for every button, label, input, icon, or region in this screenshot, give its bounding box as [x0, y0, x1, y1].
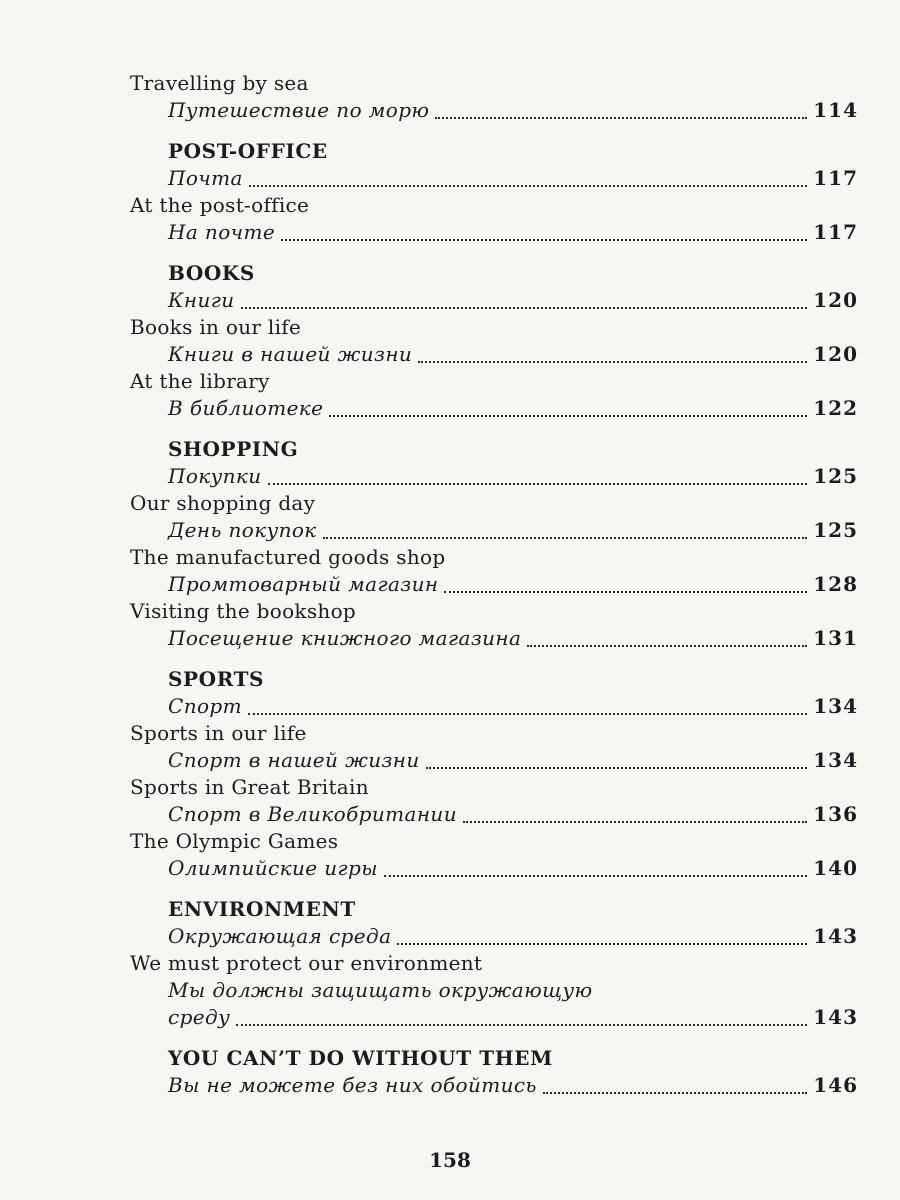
toc-entry-russian-title: Спорт в нашей жизни: [168, 748, 420, 772]
section-heading-russian: [0, 165, 858, 192]
section-russian-title: Окружающая среда: [168, 924, 392, 948]
toc-page-number: 125: [813, 464, 858, 488]
toc-entry-russian: [0, 571, 858, 598]
table-of-contents: [0, 70, 900, 1099]
dot-leader: [397, 943, 807, 945]
dot-leader: [241, 307, 808, 309]
section-heading: POST-OFFICE: [168, 139, 328, 163]
dot-leader: [329, 415, 807, 417]
toc-page-number: 125: [813, 518, 858, 542]
toc-entry-russian: [0, 801, 858, 828]
toc-page-number: 136: [813, 802, 858, 826]
toc-entry-russian-first-line: Мы должны защищать окружающую: [168, 978, 593, 1002]
toc-entry-english: At the post-office: [130, 193, 310, 217]
toc-entry-russian: [0, 747, 858, 774]
toc-entry-russian: [0, 219, 858, 246]
toc-page-number: 120: [813, 342, 858, 366]
section-heading: BOOKS: [168, 261, 255, 285]
dot-leader: [281, 239, 807, 241]
toc-entry-english: At the library: [130, 369, 270, 393]
section-heading: YOU CAN’T DO WITHOUT THEM: [168, 1046, 553, 1070]
toc-entry-english: Books in our life: [130, 315, 302, 339]
section-russian-title: Почта: [168, 166, 243, 190]
toc-entry-russian-title: среду: [168, 1005, 231, 1029]
toc-entry-russian: [0, 855, 858, 882]
dot-leader: [418, 361, 807, 363]
toc-entry-english: The Olympic Games: [130, 829, 339, 853]
section-russian-title: Вы не можете без них обойтись: [168, 1073, 537, 1097]
section-heading-russian: [0, 693, 858, 720]
section-russian-title: Спорт: [168, 694, 242, 718]
section-heading-russian: [0, 1072, 858, 1099]
toc-page-number: 117: [813, 220, 858, 244]
toc-entry-english: Our shopping day: [130, 491, 316, 515]
toc-entry-russian-title: Олимпийские игры: [168, 856, 378, 880]
toc-entry-russian-title: Посещение книжного магазина: [168, 626, 522, 650]
dot-leader: [268, 483, 808, 485]
toc-entry-russian: [0, 517, 858, 544]
toc-page-number: 143: [813, 924, 858, 948]
dot-leader: [249, 185, 807, 187]
toc-page-number: 122: [813, 396, 858, 420]
section-russian-title: Книги: [168, 288, 235, 312]
toc-entry-english: Sports in our life: [130, 721, 307, 745]
toc-entry-russian-title: Книги в нашей жизни: [168, 342, 413, 366]
section-heading-russian: [0, 287, 858, 314]
toc-entry-russian: [0, 97, 858, 124]
dot-leader: [527, 645, 807, 647]
toc-page-number: 143: [813, 1005, 858, 1029]
toc-page-number: 128: [813, 572, 858, 596]
toc-page-number: 134: [813, 748, 858, 772]
toc-entry-russian: [0, 341, 858, 368]
toc-page-number: 146: [813, 1073, 858, 1097]
section-heading: SHOPPING: [168, 437, 299, 461]
page-number: 158: [429, 1148, 471, 1172]
dot-leader: [426, 767, 808, 769]
toc-entry-russian-title: На почте: [168, 220, 276, 244]
toc-page-number: 114: [813, 98, 858, 122]
section-heading-russian: [0, 463, 858, 490]
section-heading: SPORTS: [168, 667, 265, 691]
toc-page-number: 117: [813, 166, 858, 190]
dot-leader: [323, 537, 808, 539]
toc-entry-english: Sports in Great Britain: [130, 775, 369, 799]
toc-entry-english: Travelling by sea: [130, 71, 309, 95]
dot-leader: [463, 821, 807, 823]
section-heading: ENVIRONMENT: [168, 897, 356, 921]
toc-page-number: 134: [813, 694, 858, 718]
toc-entry-russian-title: Путешествие по морю: [168, 98, 430, 122]
toc-entry-russian-title: День покупок: [168, 518, 317, 542]
toc-entry-english: Visiting the bookshop: [130, 599, 357, 623]
dot-leader: [248, 713, 807, 715]
toc-entry-russian: [0, 1004, 858, 1031]
dot-leader: [384, 875, 807, 877]
toc-entry-russian-title: В библиотеке: [168, 396, 324, 420]
section-heading-russian: [0, 923, 858, 950]
toc-page-number: 131: [813, 626, 858, 650]
toc-entry-russian: [0, 395, 858, 422]
dot-leader: [543, 1092, 807, 1094]
section-russian-title: Покупки: [168, 464, 262, 488]
toc-entry-russian-title: Спорт в Великобритании: [168, 802, 457, 826]
toc-page-number: 120: [813, 288, 858, 312]
dot-leader: [435, 117, 807, 119]
toc-entry-russian-title: Промтоварный магазин: [168, 572, 439, 596]
toc-entry-english: The manufactured goods shop: [130, 545, 446, 569]
toc-entry-russian: [0, 625, 858, 652]
toc-entry-english: We must protect our environment: [130, 951, 483, 975]
dot-leader: [236, 1024, 807, 1026]
dot-leader: [444, 591, 807, 593]
toc-page-number: 140: [813, 856, 858, 880]
